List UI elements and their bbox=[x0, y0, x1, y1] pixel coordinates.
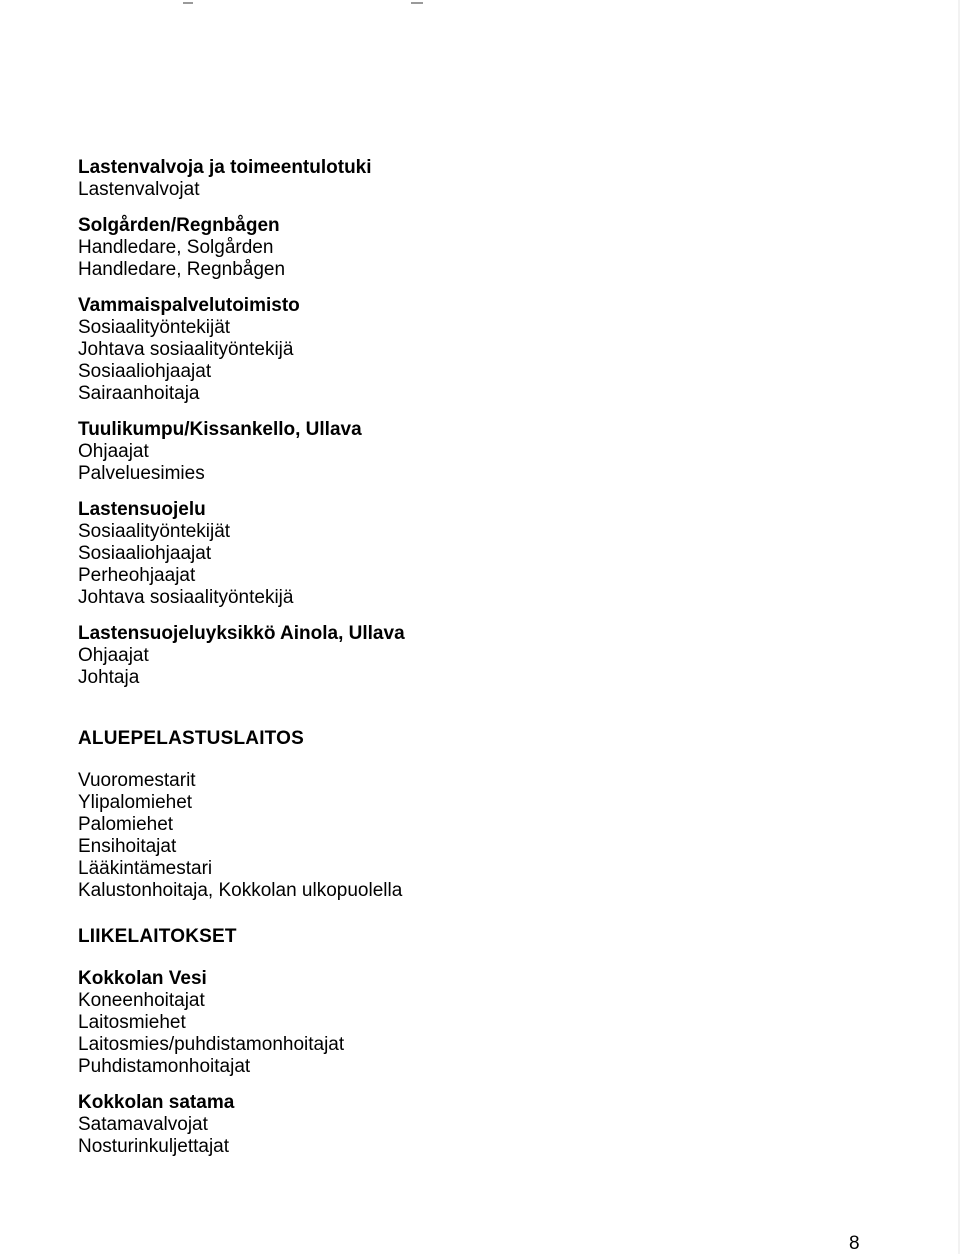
list-item: Johtava sosiaalityöntekijä bbox=[78, 587, 294, 608]
list-item: Sosiaaliohjaajat bbox=[78, 543, 212, 564]
list-item: Palveluesimies bbox=[78, 463, 205, 484]
section-heading: Lastensuojeluyksikkö Ainola, Ullava bbox=[78, 623, 405, 644]
list-item: Perheohjaajat bbox=[78, 565, 196, 586]
list-item: Nosturinkuljettajat bbox=[78, 1136, 230, 1157]
section-lastensuojelu bbox=[78, 499, 778, 609]
section-tuulikumpu bbox=[78, 419, 778, 485]
list-item: Laitosmies/puhdistamonhoitajat bbox=[78, 1034, 345, 1055]
section-kokkolan-satama bbox=[78, 1092, 778, 1158]
list-item: Puhdistamonhoitajat bbox=[78, 1056, 251, 1077]
list-item: Laitosmiehet bbox=[78, 1012, 186, 1033]
list-item: Ohjaajat bbox=[78, 441, 149, 462]
list-item: Ylipalomiehet bbox=[78, 792, 193, 813]
section-solgarden bbox=[78, 215, 778, 281]
list-item: Sosiaalityöntekijät bbox=[78, 521, 231, 542]
section-ainola bbox=[78, 623, 778, 689]
page-number: 8 bbox=[849, 1233, 860, 1254]
section-lastenvalvoja bbox=[78, 157, 778, 201]
section-heading: Vammaispalvelutoimisto bbox=[78, 295, 300, 316]
section-vammaispalvelu bbox=[78, 295, 778, 405]
list-item: Ohjaajat bbox=[78, 645, 149, 666]
list-item: Handledare, Regnbågen bbox=[78, 259, 286, 280]
list-item: Handledare, Solgården bbox=[78, 237, 274, 258]
department-title: LIIKELAITOKSET bbox=[78, 926, 237, 947]
list-item: Sairaanhoitaja bbox=[78, 383, 200, 404]
list-item: Palomiehet bbox=[78, 814, 174, 835]
list-item: Sosiaalityöntekijät bbox=[78, 317, 231, 338]
section-heading: Tuulikumpu/Kissankello, Ullava bbox=[78, 419, 362, 440]
list-item: Johtava sosiaalityöntekijä bbox=[78, 339, 294, 360]
section-pelastuslaitos bbox=[78, 770, 778, 902]
document-body bbox=[78, 157, 778, 1172]
section-kokkolan-vesi bbox=[78, 968, 778, 1078]
list-item: Satamavalvojat bbox=[78, 1114, 208, 1135]
section-heading: Solgården/Regnbågen bbox=[78, 215, 280, 236]
list-item: Kalustonhoitaja, Kokkolan ulkopuolella bbox=[78, 880, 403, 901]
list-item: Vuoromestarit bbox=[78, 770, 196, 791]
list-item: Ensihoitajat bbox=[78, 836, 177, 857]
list-item: Johtaja bbox=[78, 667, 140, 688]
section-heading: Kokkolan satama bbox=[78, 1092, 235, 1113]
list-item: Sosiaaliohjaajat bbox=[78, 361, 212, 382]
scan-artifact bbox=[411, 2, 423, 4]
list-item: Koneenhoitajat bbox=[78, 990, 205, 1011]
section-heading: Lastensuojelu bbox=[78, 499, 206, 520]
list-item: Lääkintämestari bbox=[78, 858, 213, 879]
department-title: ALUEPELASTUSLAITOS bbox=[78, 728, 304, 749]
list-item: Lastenvalvojat bbox=[78, 179, 200, 200]
scan-artifact bbox=[183, 2, 193, 4]
section-heading: Kokkolan Vesi bbox=[78, 968, 207, 989]
section-heading: Lastenvalvoja ja toimeentulotuki bbox=[78, 157, 372, 178]
